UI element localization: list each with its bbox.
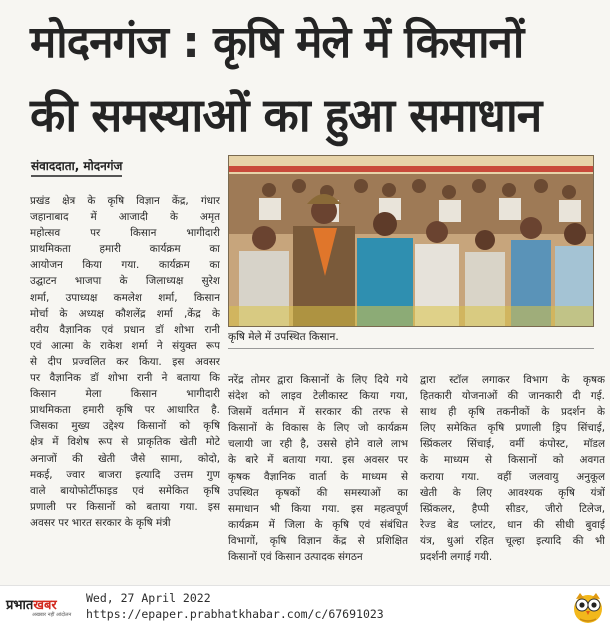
- logo-text-part-1: प्रभात: [6, 598, 34, 613]
- article-line: महोत्सव पर किसान भागीदारी: [30, 227, 220, 240]
- article-line: एवं आत्मा के राकेश शर्मा ने संयुक्त रूप: [30, 339, 220, 352]
- article-column-1: [30, 193, 220, 531]
- article-line: हितकारी योजनाओं की जानकारी दी गई.: [420, 390, 605, 403]
- article-line: मोर्चा के अध्यक्ष कौशलेंद्र शर्मा ,केंद्र के: [30, 307, 220, 320]
- article-line: जिसमें वर्तमान में सरकार की तरफ से: [228, 406, 408, 419]
- article-line: प्रदर्शनी लगाई गयी.: [420, 551, 493, 564]
- headline-line-1: [30, 12, 610, 74]
- article-line: जहानाबाद में आजादी के अमृत: [30, 211, 220, 224]
- article-line: साथ ही कृषि तकनीकों के प्रदर्शन के: [420, 406, 605, 419]
- article-line: किसानों एवं किसान उत्पादक संगठन: [228, 551, 363, 564]
- headline-place: मोदनगंज: [30, 17, 168, 68]
- article-column-3: [420, 372, 605, 565]
- article-line: संदेश को लाइव टेलीकास्ट किया गया,: [228, 390, 408, 403]
- article-line: अनाजों की खेती जैसे सामा, कोदो,: [30, 452, 220, 465]
- article-line: यंत्र, धुआं रहित चूल्हा इत्यादि की भी: [420, 534, 605, 547]
- headline-line-2: की समस्याओं का हुआ समाधान: [30, 88, 542, 142]
- article-line: जिसका मुख्य उद्देश्य किसानों को कृषि: [30, 420, 220, 433]
- article-line: पर वैज्ञानिक डॉ शोभा रानी ने बताया कि: [30, 372, 220, 385]
- article-line: उद्घाटन भाजपा के जिलाध्यक्ष सुरेश: [30, 275, 220, 288]
- article-line: क्षेत्र में विशेष रूप से प्राकृतिक खेती मोटे: [30, 436, 220, 449]
- logo-text-part-2: खबर: [33, 598, 57, 613]
- article-line: अवसर पर भारत सरकार के कृषि मंत्री: [30, 516, 171, 529]
- article-line: कृषक वैज्ञानिक वार्ता के माध्यम से: [228, 470, 408, 483]
- prabhat-khabar-logo[interactable]: [6, 595, 82, 621]
- farmers-photo: [228, 155, 594, 327]
- article-column-2: [228, 372, 408, 565]
- article-line: से दीप प्रज्वलित कर किया. इस अवसर: [30, 355, 220, 368]
- article-line: विभागों, कृषि विज्ञान केंद्र से प्रशिक्षित: [228, 534, 408, 547]
- article-line: वाले बायोफोर्टीफाइड एवं समेकित कृषि: [30, 484, 220, 497]
- clip-meta: [86, 590, 384, 622]
- epaper-link[interactable]: https://epaper.prabhatkhabar.com/c/67691023: [86, 607, 384, 621]
- article-line: किसानों के विकास के लिए जो कार्यक्रम: [228, 422, 408, 435]
- article-line: कराया गया. वहीं जलवायु अनुकूल: [420, 470, 605, 483]
- article-line: स्प्रिंकलर, हैप्पी सीडर, जीरो टिलेज,: [420, 502, 605, 515]
- article-line: कार्यक्रम में जिला के कृषि एवं संबंधित: [228, 518, 408, 531]
- crowd-photo-illustration: [229, 156, 594, 327]
- article-line: उपस्थित कृषकों की समस्याओं का: [228, 486, 408, 499]
- headline-title-part-1: कृषि मेले में किसानों: [213, 17, 524, 68]
- owl-mascot-icon: [570, 589, 606, 625]
- article-line: प्राथमिकता हमारी कृषि पर आधारित है.: [30, 404, 220, 417]
- article-line: आयोजन किया गया. कार्यक्रम का: [30, 259, 220, 272]
- headline-separator: :: [167, 17, 214, 68]
- article-line: नरेंद्र तोमर द्वारा किसानों के लिए दिये गये: [228, 374, 408, 386]
- article-line: किसान मेला किसान भागीदारी: [30, 388, 220, 401]
- article-line: के बारे में बताया गया. इस अवसर पर: [228, 454, 408, 467]
- article-line: द्वारा स्टॉल लगाकर विभाग के कृषक: [420, 374, 605, 386]
- logo-tagline: अखबार नहीं आंदोलन: [32, 612, 72, 618]
- article-line: समाधान भी किया गया. इस महत्वपूर्ण: [228, 502, 408, 515]
- publish-date: Wed, 27 April 2022: [86, 591, 211, 605]
- epaper-footer: [0, 585, 610, 627]
- article-line: खेती के लिए आवश्यक कृषि यंत्रों: [420, 486, 605, 499]
- article-line: शर्मा, उपाध्यक्ष कमलेश शर्मा, किसान: [30, 291, 220, 304]
- article-line: प्रणाली पर किसानों को बताया गया. इस: [30, 500, 220, 513]
- article-line: प्रखंड क्षेत्र के कृषि विज्ञान केंद्र, गंधार: [30, 195, 220, 207]
- article-line: के माध्यम से किसानों को अवगत: [420, 454, 605, 467]
- article-line: वरीय वैज्ञानिक एवं प्रधान डॉ शोभा रानी: [30, 323, 220, 336]
- photo-caption: कृषि मेले में उपस्थित किसान.: [228, 330, 594, 349]
- article-line: मकई, ज्वार बाजरा इत्यादि उत्तम गुण: [30, 468, 220, 481]
- article-line: प्राथमिकता हमारी कार्यक्रम का: [30, 243, 220, 256]
- article-line: रेज्ड बेड प्लांटर, धान की सीधी बुवाई: [420, 518, 605, 531]
- byline: संवाददाता, मोदनगंज: [31, 157, 122, 177]
- article-line: स्प्रिंकलर सिंचाई, वर्मी कंपोस्ट, मॉडल: [420, 438, 605, 451]
- article-line: चलायी जा रही है, उससे होने वाले लाभ: [228, 438, 408, 451]
- article-line: लिए समेकित कृषि प्रणाली ड्रिप सिंचाई,: [420, 422, 605, 435]
